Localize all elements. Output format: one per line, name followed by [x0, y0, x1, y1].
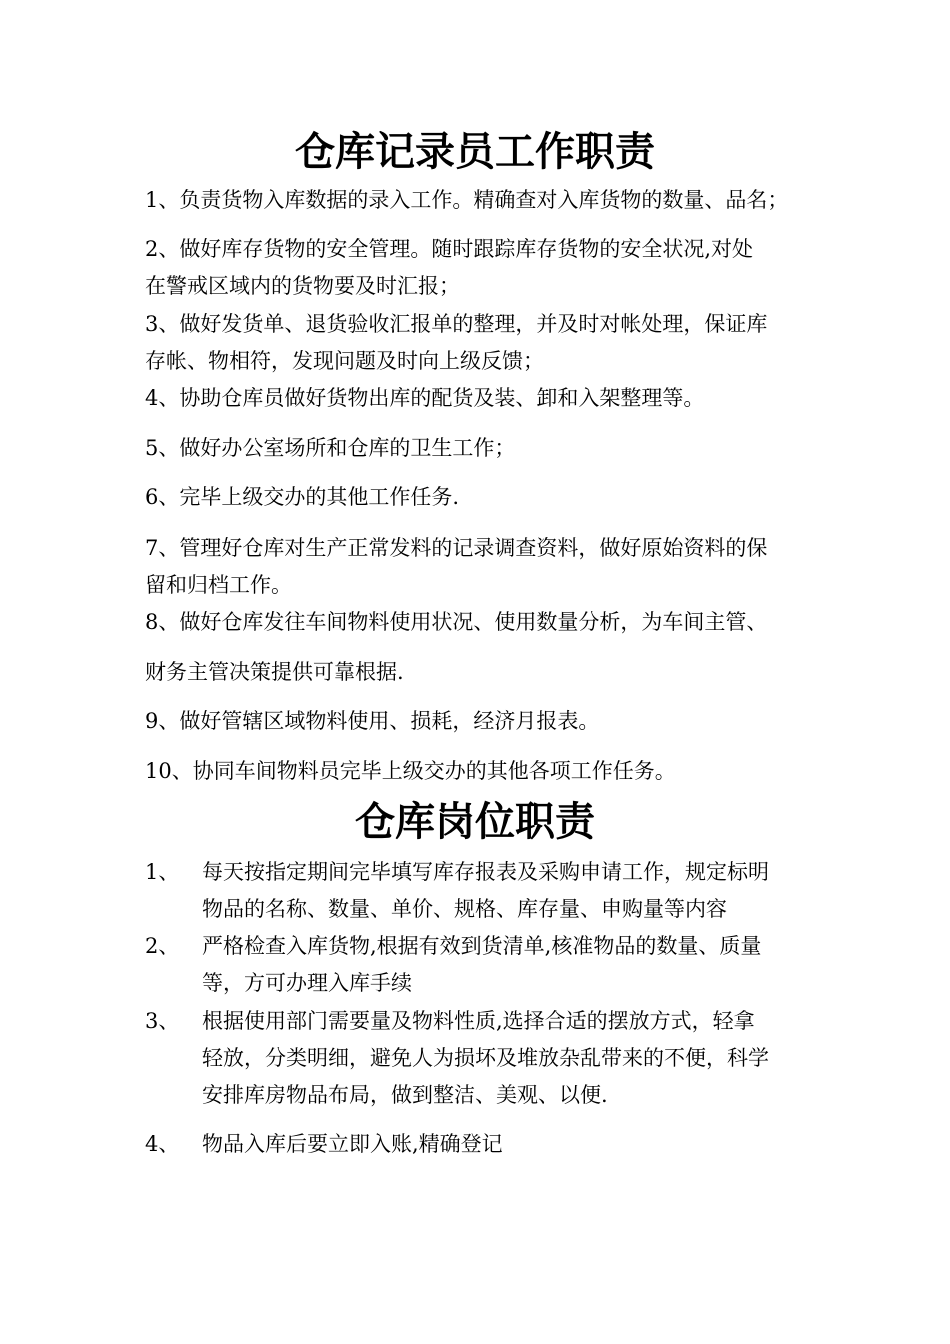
section1-line: 2、做好库存货物的安全管理。随时跟踪库存货物的安全状况,对处	[145, 237, 754, 261]
section1-line: 3、做好发货单、退货验收汇报单的整理，并及时对帐处理，保证库	[145, 312, 768, 336]
item-number: 3、	[145, 1009, 180, 1033]
section1-line: 1、负责货物入库数据的录入工作。精确查对入库货物的数量、品名；	[145, 188, 789, 212]
section1-line: 10、协同车间物料员完毕上级交办的其他各项工作任务。	[145, 759, 676, 783]
item-line: 根据使用部门需要量及物料性质,选择合适的摆放方式，轻拿	[202, 1009, 755, 1033]
section1-line: 财务主管决策提供可靠根据.	[145, 660, 404, 684]
section1-line: 4、协助仓库员做好货物出库的配货及装、卸和入架整理等。	[145, 386, 705, 410]
section1-line: 7、管理好仓库对生产正常发料的记录调查资料，做好原始资料的保	[145, 536, 768, 560]
item-line: 每天按指定期间完毕填写库存报表及采购申请工作，规定标明	[202, 860, 769, 884]
item-line: 轻放，分类明细，避免人为损坏及堆放杂乱带来的不便，科学	[202, 1046, 769, 1070]
item-number: 4、	[145, 1132, 180, 1156]
item-line: 物品的名称、数量、单价、规格、库存量、申购量等内容	[202, 897, 727, 921]
section1-title: 仓库记录员工作职责	[295, 129, 655, 175]
section1-line: 5、做好办公室场所和仓库的卫生工作；	[145, 436, 516, 460]
item-number: 2、	[145, 934, 180, 958]
section1-line: 留和归档工作。	[145, 573, 292, 597]
section1-line: 6、完毕上级交办的其他工作任务.	[145, 485, 460, 509]
section2-title: 仓库岗位职责	[355, 799, 595, 845]
item-line: 等，方可办理入库手续	[202, 971, 412, 995]
section1-line: 在警戒区域内的货物要及时汇报；	[145, 274, 460, 298]
item-number: 1、	[145, 860, 180, 884]
item-line: 严格检查入库货物,根据有效到货清单,核准物品的数量、质量	[202, 934, 762, 958]
section1-line: 9、做好管辖区域物料使用、损耗，经济月报表。	[145, 709, 600, 733]
section1-line: 8、做好仓库发往车间物料使用状况、使用数量分析，为车间主管、	[145, 610, 768, 634]
item-line: 安排库房物品布局，做到整洁、美观、以便.	[202, 1083, 608, 1107]
item-line: 物品入库后要立即入账,精确登记	[202, 1132, 503, 1156]
section1-line: 存帐、物相符，发现问题及时向上级反馈；	[145, 349, 544, 373]
